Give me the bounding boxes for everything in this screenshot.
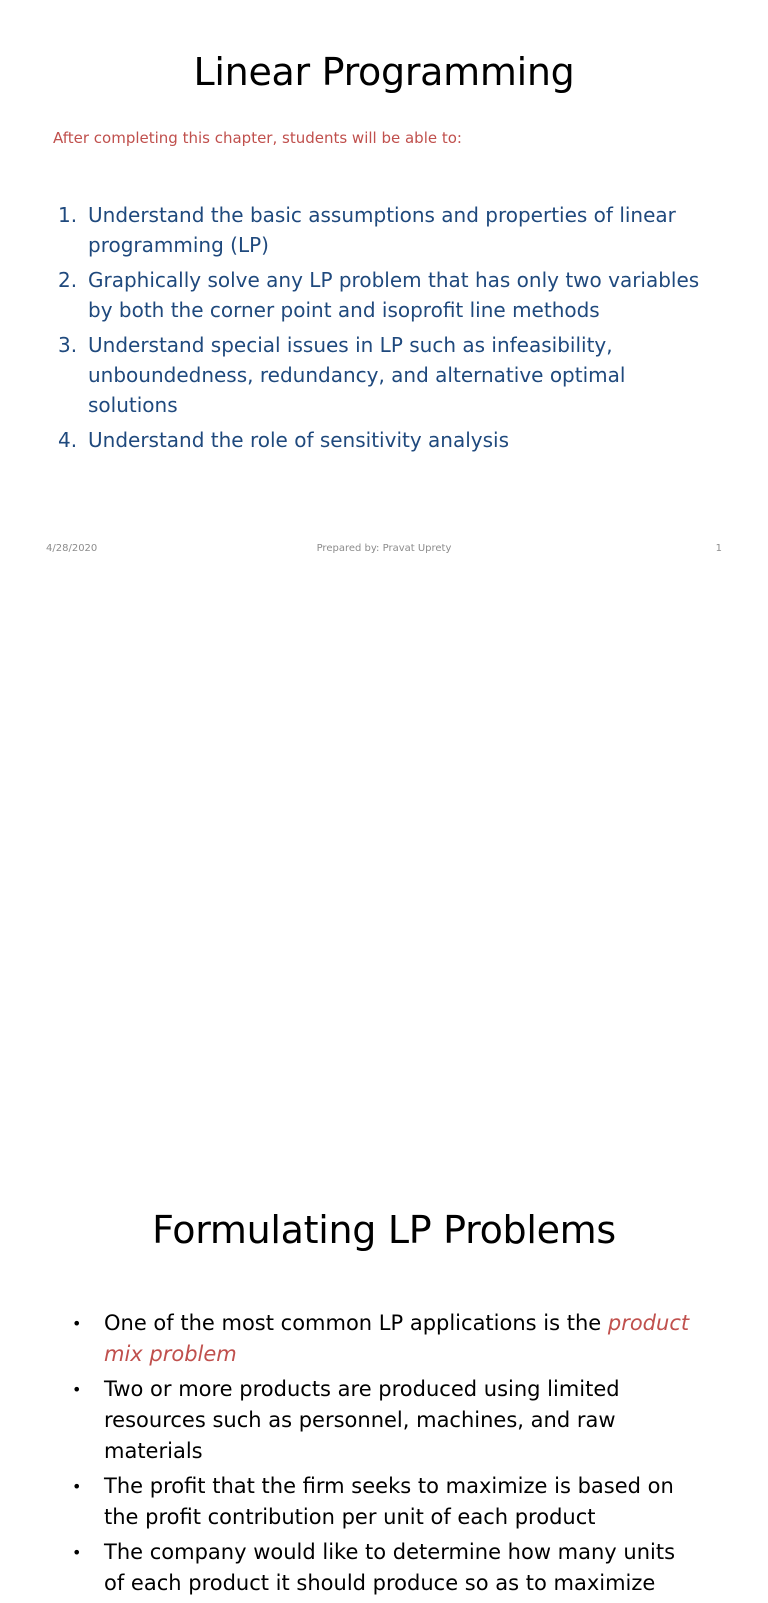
objective-text: Understand the role of sensitivity analysis (88, 428, 510, 452)
slide-2 (0, 580, 768, 1595)
objective-item (58, 265, 708, 325)
slide-1-subtitle: After completing this chapter, students will be able to: (53, 129, 462, 147)
bullet-text (104, 1308, 692, 1370)
bullet-text: Two or more products are produced using limited resources such as personnel, machines, and raw materials (104, 1377, 620, 1463)
objective-number: 2. (58, 268, 78, 292)
bullet-text: The company would like to determine how many units of each product it should produce so as to maximize (104, 1540, 676, 1595)
objective-number: 4. (58, 428, 78, 452)
objective-text: Understand the basic assumptions and properties of linear programming (LP) (88, 203, 676, 257)
bullet-text-plain: One of the most common LP applications is the (104, 1311, 608, 1335)
objective-text: Graphically solve any LP problem that has only two variables by both the corner point and isoprofit line methods (88, 268, 700, 322)
bullet-glyph: • (72, 1314, 82, 1333)
footer-page-number: 1 (715, 543, 722, 554)
bullet-glyph: • (72, 1477, 82, 1496)
footer-date: 4/28/2020 (46, 543, 98, 554)
bullet-item (72, 1308, 692, 1370)
bullet-glyph: • (72, 1543, 82, 1562)
bullet-list (72, 1308, 692, 1603)
slide-1 (0, 0, 768, 580)
bullet-item (72, 1471, 692, 1533)
bullet-glyph: • (72, 1380, 82, 1399)
objective-item (58, 330, 708, 420)
objectives-list (58, 200, 708, 460)
objective-number: 3. (58, 333, 78, 357)
bullet-text-accent: product mix problem (104, 1311, 690, 1366)
objective-item (58, 425, 708, 455)
slide-1-title: Linear Programming (193, 50, 575, 94)
objective-text: Understand special issues in LP such as infeasibility, unboundedness, redundancy, and alternative optimal solutions (88, 333, 626, 417)
objective-number: 1. (58, 203, 78, 227)
slide-2-title: Formulating LP Problems (152, 1208, 616, 1252)
footer-author: Prepared by: Pravat Uprety (316, 543, 452, 554)
bullet-item (72, 1537, 692, 1599)
bullet-item (72, 1374, 692, 1467)
bullet-text: The profit that the firm seeks to maximize is based on the profit contribution per unit of each product (104, 1474, 674, 1529)
objective-item (58, 200, 708, 260)
